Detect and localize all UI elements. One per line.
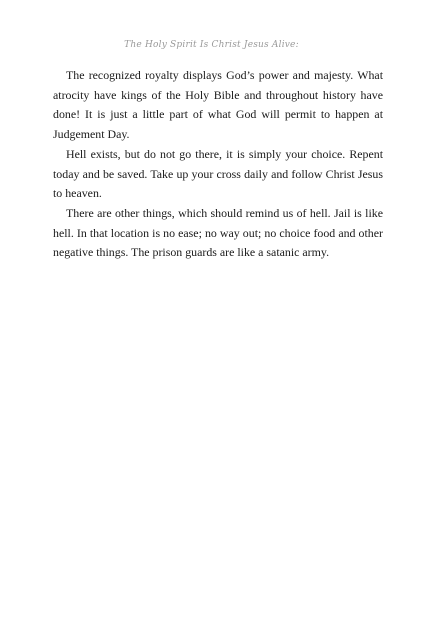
paragraph-royalty: The recognized royalty displays God’s power and majesty. What atrocity have kings of the Holy Bible and throughout history have done! It is just a little part of what God will permit to happen at Judgement Day. [53,68,383,142]
running-header: The Holy Spirit Is Christ Jesus Alive: [124,40,299,50]
body-text [53,66,383,263]
paragraph-jail: There are other things, which should remind us of hell. Jail is like hell. In that location is no ease; no way out; no choice food and other negative things. The prison guards are like a satanic army. [53,205,383,260]
paragraph-hell-choice: Hell exists, but do not go there, it is simply your choice. Repent today and be saved. Take up your cross daily and follow Christ Jesus to heaven. [53,146,383,201]
